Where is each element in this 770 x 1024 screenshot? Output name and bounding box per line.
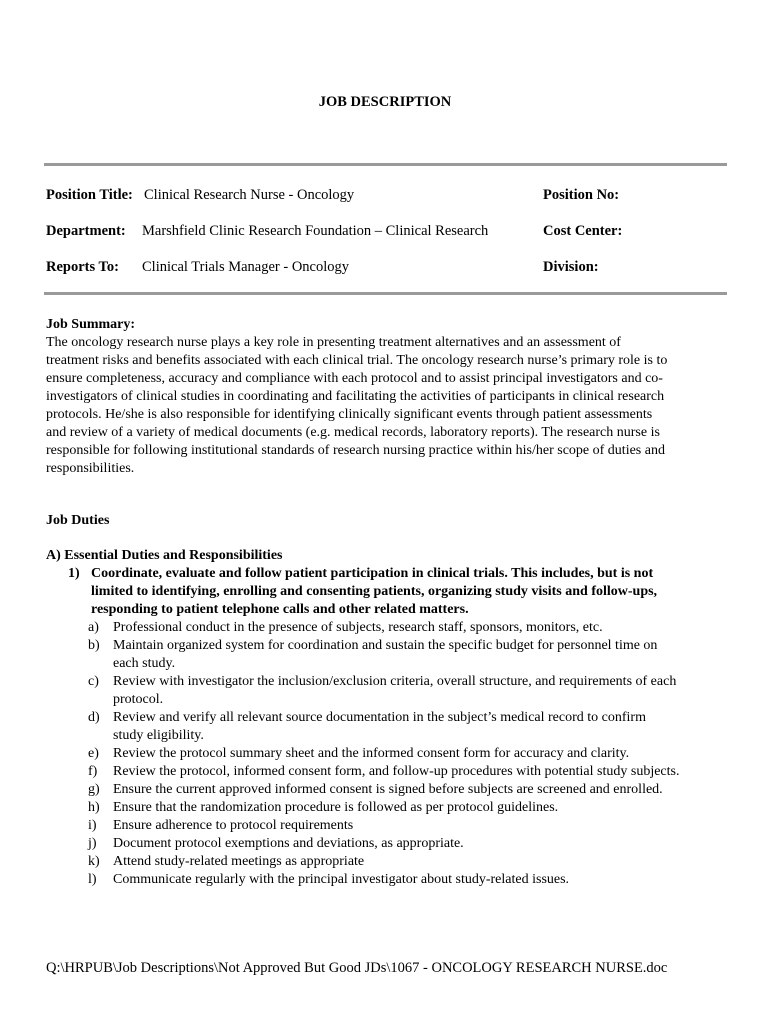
reports-to-value: Clinical Trials Manager - Oncology: [142, 259, 350, 275]
list-item: f) Review the protocol, informed consent form, and follow-up procedures with potential study subjects.: [88, 764, 680, 779]
department-label: Department:: [46, 223, 126, 239]
position-title-value: Clinical Research Nurse - Oncology: [144, 187, 355, 203]
list-item: d) Review and verify all relevant source documentation in the subject’s medical record to confirm study eligibility.: [88, 710, 646, 743]
job-summary-text: The oncology research nurse plays a key role in presenting treatment alternatives and an assessment of treatment risks and benefits associated with each clinical trial. The oncology research nurse’s primary role is to ensure completeness, accuracy and compliance with each protocol and to assist principal investigators and co- investigators of clinical studies in coordinating and facilitating the activities of participants in clinical research protocols. He/she is also responsible for identifying clinically significant events through patient assessments and review of a variety of medical documents (e.g. medical records, laboratory reports). The research nurse is responsible for following institutional standards of research nursing practice within his/her scope of duties and responsibilities.: [46, 335, 668, 476]
list-item: k) Attend study-related meetings as appropriate: [88, 854, 365, 869]
list-item: e) Review the protocol summary sheet and the informed consent form for accuracy and clarity.: [88, 746, 630, 761]
department-value: Marshfield Clinic Research Foundation – Clinical Research: [142, 223, 489, 239]
subitem-list: [0, 619, 770, 889]
list-item: j) Document protocol exemptions and deviations, as appropriate.: [88, 836, 464, 851]
position-no-label: Position No:: [543, 187, 620, 203]
job-summary-heading: Job Summary:: [46, 317, 136, 332]
section-a-heading: A) Essential Duties and Responsibilities: [46, 548, 283, 563]
list-item: g) Ensure the current approved informed consent is signed before subjects are screened and enrolled.: [88, 782, 663, 797]
division-label: Division:: [543, 259, 599, 275]
list-item: h) Ensure that the randomization procedure is followed as per protocol guidelines.: [88, 800, 559, 815]
list-item: b) Maintain organized system for coordination and sustain the specific budget for personnel time on each study.: [88, 638, 658, 671]
list-item: i) Ensure adherence to protocol requirements: [88, 818, 354, 833]
list-item: c) Review with investigator the inclusion/exclusion criteria, overall structure, and requirements of each protocol.: [88, 674, 677, 707]
cost-center-label: Cost Center:: [543, 223, 623, 239]
reports-to-label: Reports To:: [46, 259, 119, 275]
list-item: a) Professional conduct in the presence of subjects, research staff, sponsors, monitors, etc.: [88, 620, 603, 635]
footer-file-path: Q:\HRPUB\Job Descriptions\Not Approved But Good JDs\1067 - ONCOLOGY RESEARCH NURSE.doc: [46, 960, 668, 976]
list-item: l) Communicate regularly with the principal investigator about study-related issues.: [88, 872, 570, 887]
item-1-number: 1): [68, 566, 80, 581]
item-1-text: Coordinate, evaluate and follow patient participation in clinical trials. This includes, but is not limited to identifying, enrolling and consenting patients, organizing study visits and follow-ups, responding to patient telephone calls and other related matters.: [91, 566, 658, 617]
top-divider: [44, 163, 727, 166]
job-duties-heading: Job Duties: [46, 513, 110, 528]
bottom-divider: [44, 292, 727, 295]
position-title-label: Position Title:: [46, 187, 133, 203]
document-title: JOB DESCRIPTION: [318, 94, 452, 110]
